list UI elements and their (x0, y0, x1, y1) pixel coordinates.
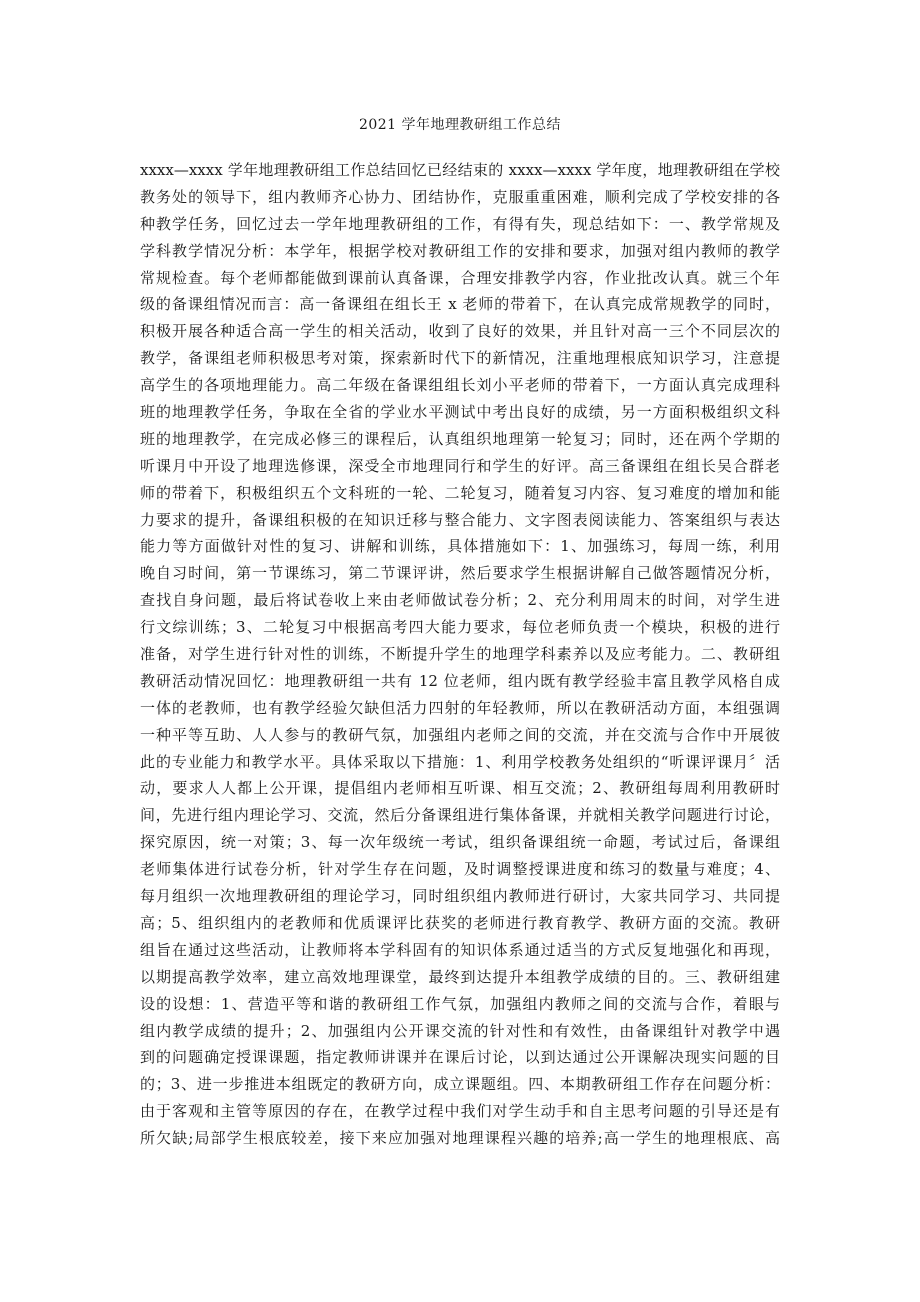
body-line: 准备，对学生进行针对性的训练，不断提升学生的地理学科素养以及应考能力。二、教研组 (140, 645, 780, 664)
body-line: 一种平等互助、人人参与的教研气氛，加强组内老师之间的交流，并在交流与合作中开展彼 (140, 725, 780, 744)
body-line: xxxx—xxxx 学年地理教研组工作总结回忆已经结束的 xxxx—xxxx 学年度，地理教研组在学校 (140, 161, 780, 179)
body-line: 老师集体进行试卷分析，针对学生存在问题，及时调整授课进度和练习的数量与难度；4、 (140, 860, 780, 879)
body-line: 力要求的提升，备课组积极的在知识迁移与整合能力、文字图表阅读能力、答案组织与表达 (140, 510, 780, 529)
body-line: 积极开展各种适合高一学生的相关活动，收到了良好的效果，并且针对高一三个不同层次的 (140, 322, 780, 341)
document-title: 2021 学年地理教研组工作总结 (358, 117, 562, 133)
body-line: 的；3、进一步推进本组既定的教研方向，成立课题组。四、本期教研组工作存在问题分析： (140, 1075, 780, 1094)
body-line: 一体的老教师，也有教学经验欠缺但活力四射的年轻教师，所以在教研活动方面，本组强调 (140, 698, 780, 717)
body-line: 教研活动情况回忆：地理教研组一共有 12 位老师，组内既有教学经验丰富且教学风格自成 (140, 671, 780, 690)
body-line: 查找自身问题，最后将试卷收上来由老师做试卷分析；2、充分利用周末的时间，对学生进 (140, 591, 780, 610)
body-line: 行文综训练；3、二轮复习中根据高考四大能力要求，每位老师负责一个模块，积极的进行 (140, 618, 780, 637)
document-body (140, 157, 780, 1152)
body-line: 教学，备课组老师积极思考对策，探索新时代下的新情况，注重地理根底知识学习，注意提 (140, 349, 780, 368)
body-line: 间，先进行组内理论学习、交流，然后分备课组进行集体备课，并就相关教学问题进行讨论， (140, 806, 780, 825)
body-line: 晚自习时间，第一节课练习，第二节课评讲，然后要求学生根据讲解自己做答题情况分析， (140, 564, 780, 583)
body-line: 动，要求人人都上公开课，提倡组内老师相互听课、相互交流；2、教研组每周利用教研时 (140, 779, 780, 798)
body-line: 设的设想：1、营造平等和谐的教研组工作气氛，加强组内教师之间的交流与合作，着眼与 (140, 994, 780, 1013)
body-line: 听课月中开设了地理选修课，深受全市地理同行和学生的好评。高三备课组在组长吴合群老 (140, 456, 780, 475)
body-line: 种教学任务，回忆过去一学年地理教研组的工作，有得有失，现总结如下：一、教学常规及 (140, 214, 780, 233)
body-line: 组内教学成绩的提升；2、加强组内公开课交流的针对性和有效性，由备课组针对教学中遇 (140, 1021, 780, 1040)
body-line: 能力等方面做针对性的复习、讲解和训练，具体措施如下：1、加强练习，每周一练，利用 (140, 537, 780, 556)
body-line: 学科教学情况分析：本学年，根据学校对教研组工作的安排和要求，加强对组内教师的教学 (140, 241, 780, 260)
body-line: 师的带着下，积极组织五个文科班的一轮、二轮复习，随着复习内容、复习难度的增加和能 (140, 483, 780, 502)
body-line: 此的专业能力和教学水平。具体采取以下措施：1、利用学校教务处组织的“听课评课月〞活 (140, 752, 780, 771)
body-line: 高学生的各项地理能力。高二年级在备课组组长刘小平老师的带着下，一方面认真完成理科 (140, 376, 780, 395)
body-line: 由于客观和主管等原因的存在，在教学过程中我们对学生动手和自主思考问题的引导还是有 (140, 1102, 780, 1121)
body-line: 班的地理教学，在完成必修三的课程后，认真组织地理第一轮复习；同时，还在两个学期的 (140, 429, 780, 448)
body-line: 班的地理教学任务，争取在全省的学业水平测试中考出良好的成绩，另一方面积极组织文科 (140, 403, 780, 422)
body-line: 探究原因，统一对策；3、每一次年级统一考试，组织备课组统一命题，考试过后，备课组 (140, 833, 780, 852)
body-line: 所欠缺;局部学生根底较差，接下来应加强对地理课程兴趣的培养;高一学生的地理根底、高 (140, 1129, 780, 1148)
body-line: 以期提高教学效率，建立高效地理课堂，最终到达提升本组教学成绩的目的。三、教研组建 (140, 967, 780, 986)
body-line: 高；5、组织组内的老教师和优质课评比获奖的老师进行教育教学、教研方面的交流。教研 (140, 913, 780, 932)
body-line: 常规检查。每个老师都能做到课前认真备课，合理安排教学内容，作业批改认真。就三个年 (140, 268, 780, 287)
body-line: 每月组织一次地理教研组的理论学习，同时组织组内教师进行研讨，大家共同学习、共同提 (140, 887, 780, 906)
body-line: 到的问题确定授课课题，指定教师讲课并在课后讨论，以到达通过公开课解决现实问题的目 (140, 1048, 780, 1067)
body-line: 教务处的领导下，组内教师齐心协力、团结协作，克服重重困难，顺利完成了学校安排的各 (140, 187, 780, 206)
body-line: 组旨在通过这些活动，让教师将本学科固有的知识体系通过适当的方式反复地强化和再现， (140, 940, 780, 959)
body-line: 级的备课组情况而言：高一备课组在组长王 x 老师的带着下，在认真完成常规教学的同时， (140, 295, 780, 314)
